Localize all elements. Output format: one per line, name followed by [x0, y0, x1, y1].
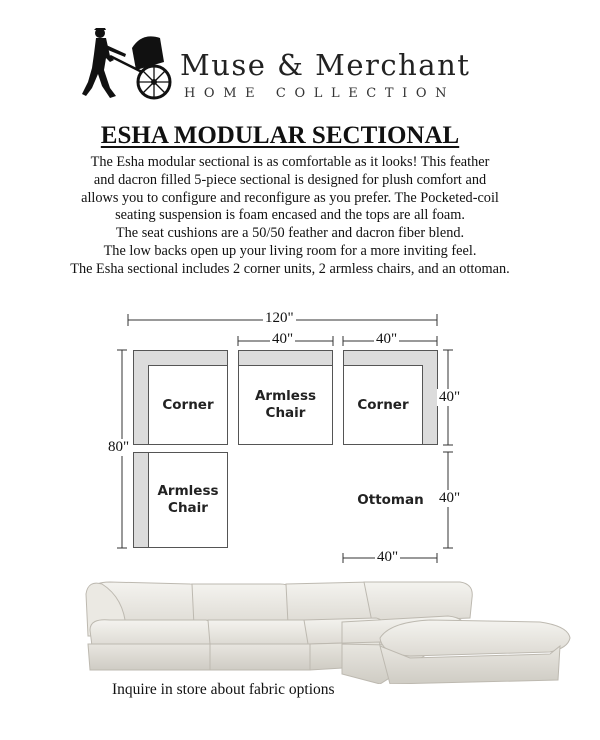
brand-subtitle: HOME COLLECTION: [184, 86, 456, 101]
piece-label-line: Armless: [157, 483, 219, 499]
description-line: seating suspension is foam encased and the tops are all foam.: [115, 207, 465, 224]
sectional-sofa-image: [80, 574, 580, 684]
seat: [343, 365, 423, 445]
porter-with-cart-icon: [80, 26, 176, 102]
corner-piece-right: [343, 350, 438, 445]
dim-top-right-width: 40": [376, 331, 398, 347]
sofa-illustration: [80, 574, 580, 684]
piece-label: Ottoman: [357, 491, 424, 508]
ottoman: [343, 452, 438, 548]
description-line: The Esha sectional includes 2 corner units, 2 armless chairs, and an ottoman.: [70, 260, 510, 277]
product-description: [20, 154, 560, 279]
piece-label-line: Armless: [254, 388, 317, 404]
brand-name: Muse & Merchant: [180, 48, 471, 82]
brand-header: [0, 0, 600, 110]
seat: [148, 452, 228, 548]
seat: [238, 365, 333, 445]
dim-right-lower-depth: 40": [439, 490, 461, 506]
armless-chair-top: [238, 350, 333, 445]
product-title: ESHA MODULAR SECTIONAL: [100, 122, 460, 149]
armless-chair-left: [133, 452, 228, 548]
fabric-options-note: Inquire in store about fabric options: [112, 681, 335, 698]
seat: [343, 452, 438, 548]
description-line: The low backs open up your living room for a more inviting feel.: [103, 242, 477, 259]
piece-label: Corner: [357, 396, 409, 413]
piece-label: [157, 483, 218, 517]
dim-right-upper-depth: 40": [439, 389, 461, 405]
configuration-diagram: [0, 300, 600, 580]
description-line: and dacron filled 5-piece sectional is designed for plush comfort and: [93, 171, 487, 188]
dim-total-depth: 80": [108, 439, 130, 455]
corner-piece-left: [133, 350, 228, 445]
description-line: allows you to configure and reconfigure as you prefer. The Pocketed-coil: [81, 189, 499, 206]
piece-label-line: Chair: [265, 405, 306, 421]
seat: [148, 365, 228, 445]
piece-label: [255, 388, 316, 422]
dim-bottom-width: 40": [377, 549, 399, 565]
piece-label-line: Chair: [168, 500, 208, 516]
description-line: The seat cushions are a 50/50 feather and dacron fiber blend.: [115, 225, 465, 242]
description-line: The Esha modular sectional is as comfortable as it looks! This feather: [90, 154, 490, 170]
dim-top-middle-width: 40": [272, 331, 294, 347]
piece-label: Corner: [162, 396, 214, 413]
dim-total-width: 120": [265, 310, 294, 326]
